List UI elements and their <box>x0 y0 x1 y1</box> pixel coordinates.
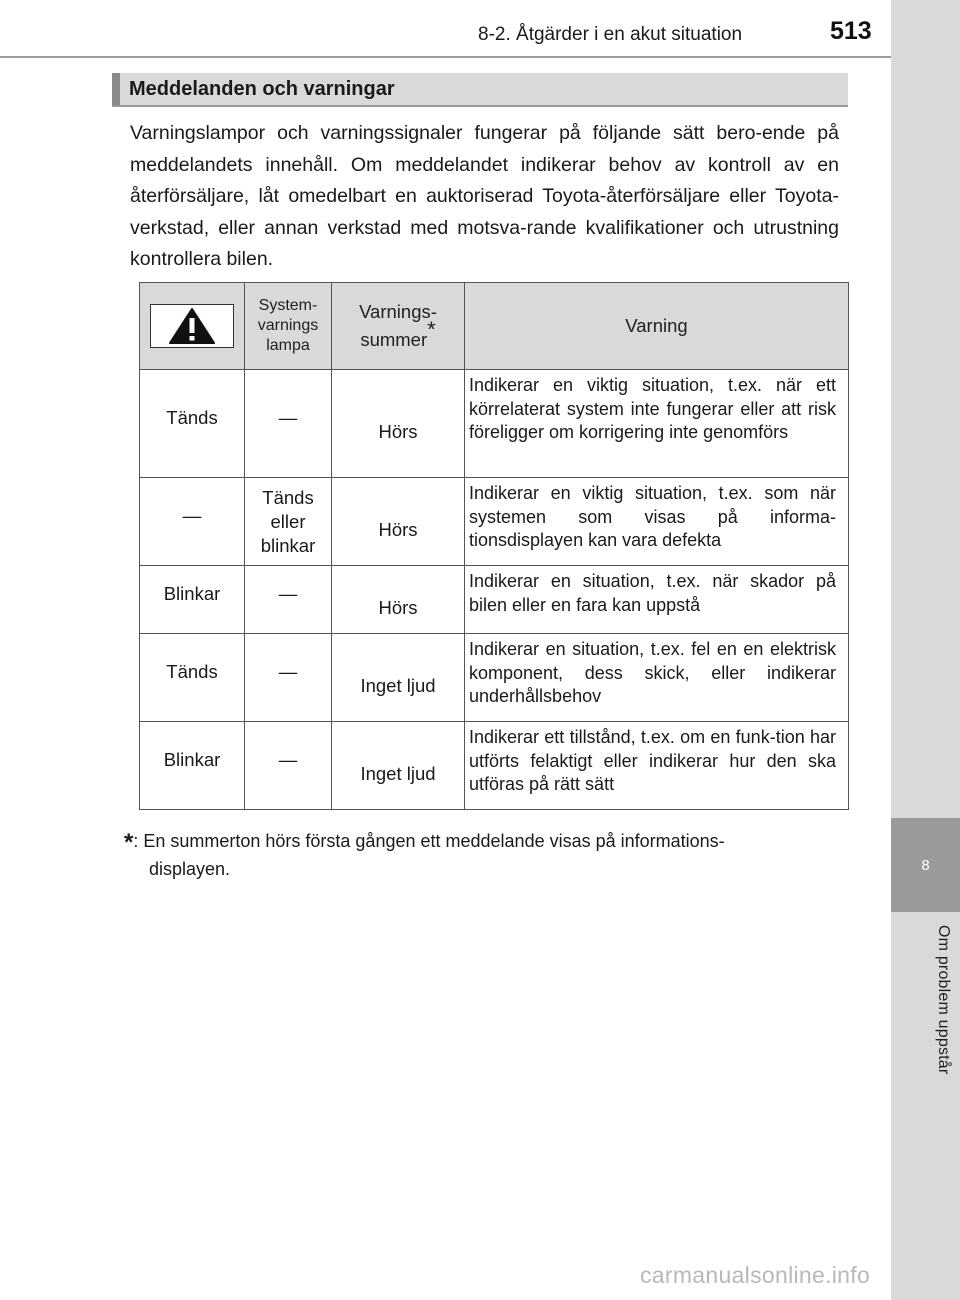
header-master-warning <box>140 283 245 370</box>
table-row <box>140 370 849 478</box>
cell-warning: Indikerar ett tillstånd, t.ex. om en funk-tion har utförts felaktigt eller indikerar hur den ska utföras på rätt sätt <box>465 722 849 810</box>
cell-buzzer: Hörs <box>332 370 465 478</box>
cell-warning: Indikerar en viktig situation, t.ex. när ett körrelaterat system inte fungerar eller att risk föreligger om korrigering inte genomförs <box>465 370 849 478</box>
cell-system: Tänds eller blinkar <box>245 478 332 566</box>
master-warning-badge <box>150 304 234 348</box>
chapter-side-tab[interactable] <box>891 0 960 1300</box>
chapter-title-vertical: Om problem uppstår <box>935 925 952 1075</box>
page-number: 513 <box>830 17 872 45</box>
cell-system: — <box>245 370 332 478</box>
table-row <box>140 722 849 810</box>
cell-buzzer: Inget ljud <box>332 722 465 810</box>
header-warning: Varning <box>465 283 849 370</box>
cell-warning: Indikerar en situation, t.ex. när skador på bilen eller en fara kan uppstå <box>465 566 849 634</box>
footnote-marker: * <box>124 829 134 856</box>
header-buzzer <box>332 283 465 370</box>
table-header-row <box>140 283 849 370</box>
cell-warning: Indikerar en situation, t.ex. fel en en elektrisk komponent, dess skick, eller indikerar underhållsbehov <box>465 634 849 722</box>
header-buzzer-line: Varnings- <box>359 301 437 322</box>
intro-paragraph: Varningslampor och varningssignaler fungerar på följande sätt bero-ende på meddelandets innehåll. Om meddelandet indikerar behov av kontroll av en återförsäljare, låt omedelbart en auktoriserad Toyota-återförsäljare eller Toyota-verkstad, eller annan verkstad med motsva-rande kvalifikationer och utrustning kontrollera bilen. <box>130 122 839 270</box>
header-system-lamp-line: varnings <box>257 317 319 334</box>
header-system-lamp-line: lampa <box>266 337 310 354</box>
cell-master: Blinkar <box>140 566 245 634</box>
section-heading-bar <box>112 73 848 107</box>
footnote-text-continued: displayen. <box>149 859 231 879</box>
warning-table <box>139 282 849 810</box>
cell-buzzer: Hörs <box>332 478 465 566</box>
header-system-lamp-line: System- <box>258 297 318 314</box>
chapter-number-badge: 8 <box>891 818 960 912</box>
cell-buzzer: Hörs <box>332 566 465 634</box>
footnote-text: : En summerton hörs första gången ett meddelande visas på informations- <box>133 831 725 851</box>
watermark: carmanualsonline.info <box>640 1262 871 1288</box>
footnote <box>124 826 840 883</box>
header-rule <box>0 56 891 58</box>
cell-warning: Indikerar en viktig situation, t.ex. som när systemen som visas på informa-tionsdisplayen kan vara defekta <box>465 478 849 566</box>
footnote-marker: * <box>427 316 436 342</box>
cell-system: — <box>245 722 332 810</box>
header-buzzer-line: summer* <box>360 316 436 350</box>
cell-buzzer: Inget ljud <box>332 634 465 722</box>
cell-master: Blinkar <box>140 722 245 810</box>
section-accent <box>112 73 120 105</box>
table-row <box>140 634 849 722</box>
cell-master: Tänds <box>140 370 245 478</box>
running-header: 8-2. Åtgärder i en akut situation <box>478 24 743 45</box>
section-title: Meddelanden och varningar <box>129 78 395 100</box>
cell-system: — <box>245 634 332 722</box>
table-row <box>140 566 849 634</box>
header-system-lamp <box>245 283 332 370</box>
cell-system: — <box>245 566 332 634</box>
warning-triangle-icon <box>168 307 216 345</box>
cell-master: Tänds <box>140 634 245 722</box>
cell-master: — <box>140 478 245 566</box>
table-row <box>140 478 849 566</box>
